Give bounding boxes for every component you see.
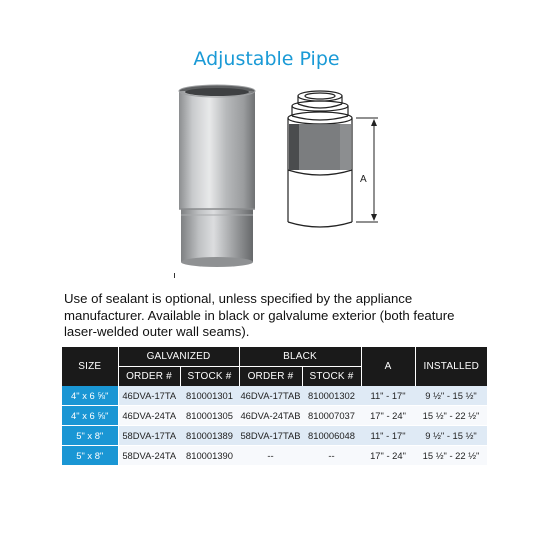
installed-cell: 9 ½" - 15 ½" [415,426,487,446]
galvanized-order-cell: 46DVA-24TA [118,406,180,426]
pipe-photo [172,82,262,268]
black-order-cell: -- [239,446,302,466]
header-installed: INSTALLED [415,347,487,386]
installed-cell: 15 ½" - 22 ½" [415,406,487,426]
header-black: BLACK [239,347,361,367]
galvanized-stock-cell: 810001390 [180,446,239,466]
size-cell: 5" x 8" [62,446,118,466]
header-galvanized: GALVANIZED [118,347,239,367]
galvanized-stock-cell: 810001305 [180,406,239,426]
size-cell: 5" x 8" [62,426,118,446]
pipe-line-drawing [278,88,388,238]
header-galvanized-stock: STOCK # [180,367,239,387]
galvanized-stock-cell: 810001389 [180,426,239,446]
a-cell: 11" - 17" [361,386,415,406]
a-cell: 17" - 24" [361,406,415,426]
galvanized-stock-cell: 810001301 [180,386,239,406]
table-row [62,406,487,426]
table-row [62,426,487,446]
a-cell: 17" - 24" [361,446,415,466]
size-cell: 4" x 6 ⅝" [62,406,118,426]
dimension-a-label: A [360,174,367,185]
installed-cell: 9 ½" - 15 ½" [415,386,487,406]
black-stock-cell: 810007037 [302,406,361,426]
spec-table [62,347,487,466]
black-order-cell: 58DVA-17TAB [239,426,302,446]
table-row [62,446,487,466]
galvanized-order-cell: 46DVA-17TA [118,386,180,406]
table-row [62,386,487,406]
galvanized-order-cell: 58DVA-24TA [118,446,180,466]
header-size: SIZE [62,347,118,386]
black-order-cell: 46DVA-24TAB [239,406,302,426]
galvanized-order-cell: 58DVA-17TA [118,426,180,446]
header-a: A [361,347,415,386]
stray-tick [174,273,175,278]
header-galvanized-order: ORDER # [118,367,180,387]
black-order-cell: 46DVA-17TAB [239,386,302,406]
installed-cell: 15 ½" - 22 ½" [415,446,487,466]
header-black-stock: STOCK # [302,367,361,387]
description-text: Use of sealant is optional, unless specified by the appliance manufacturer. Available in black or galvalume exterior (both feature laser-welded outer wall seams). [64,291,455,339]
size-cell: 4" x 6 ⅝" [62,386,118,406]
black-stock-cell: 810006048 [302,426,361,446]
black-stock-cell: -- [302,446,361,466]
page-title: Adjustable Pipe [193,48,340,70]
a-cell: 11" - 17" [361,426,415,446]
black-stock-cell: 810001302 [302,386,361,406]
header-black-order: ORDER # [239,367,302,387]
